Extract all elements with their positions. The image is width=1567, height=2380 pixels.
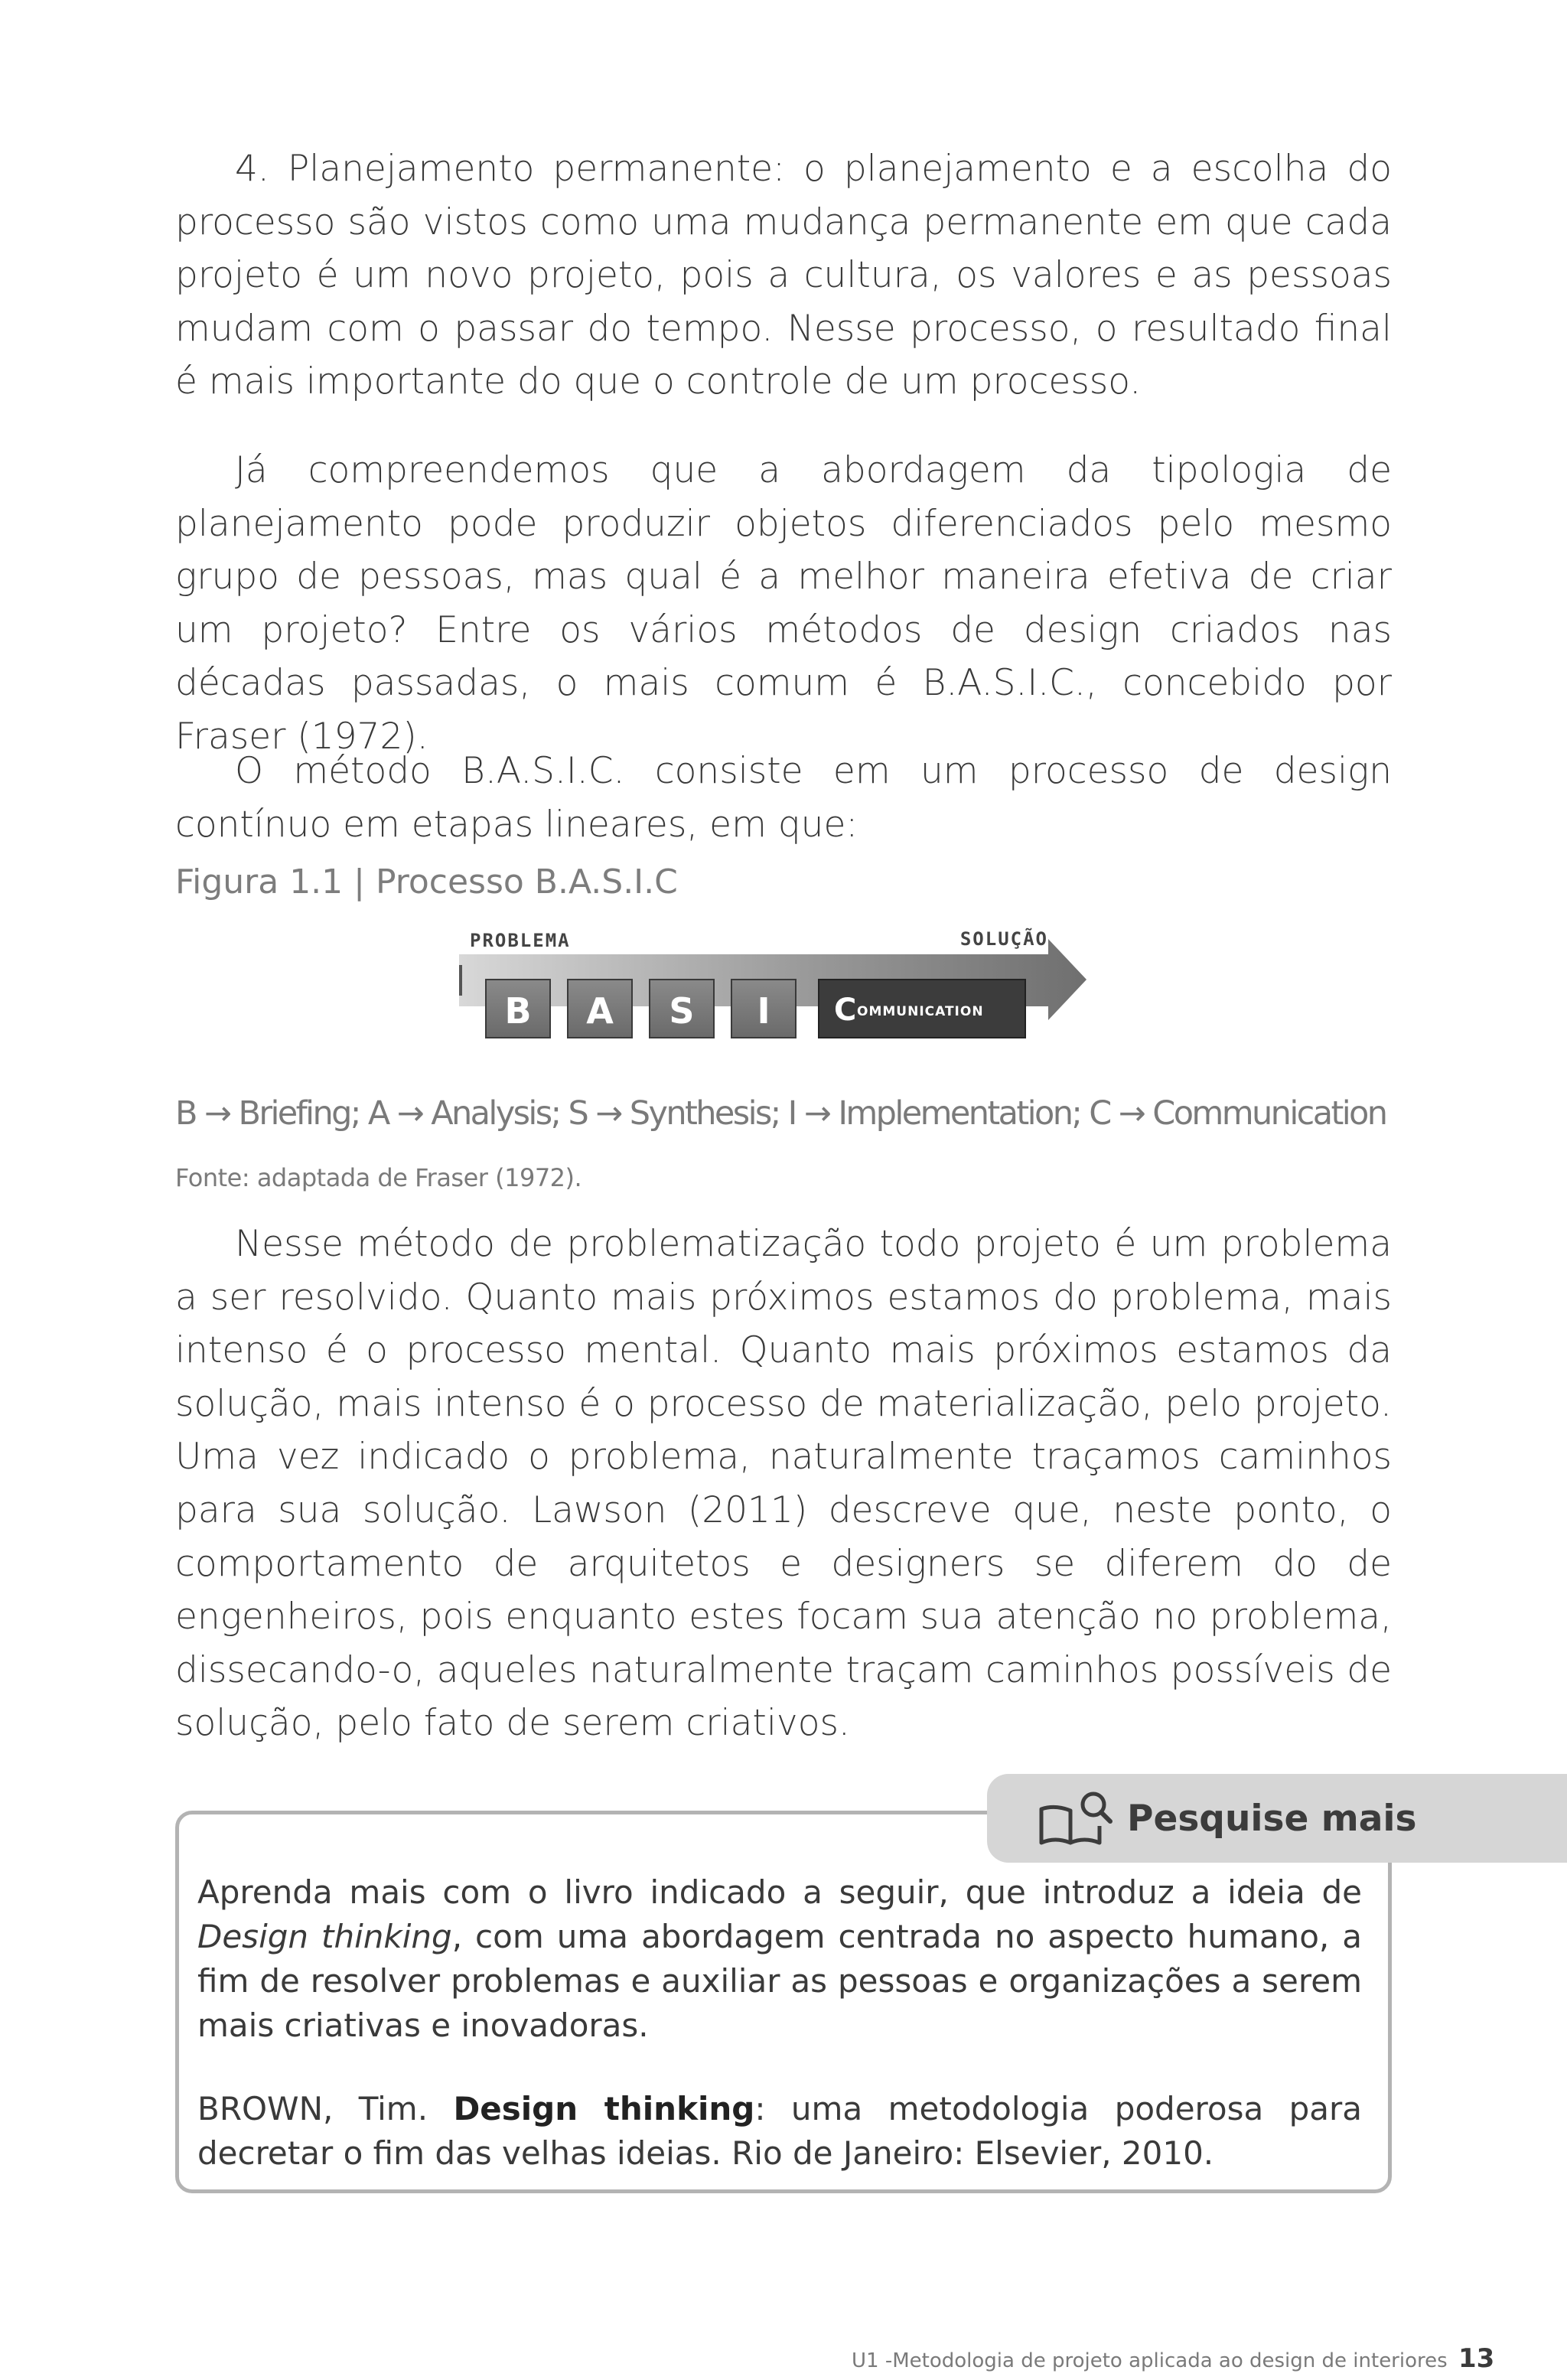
- research-box-title: Pesquise mais: [1127, 1797, 1417, 1840]
- research-box-description: Aprenda mais com o livro indicado a seguir, que introduz a ideia de Design thinking, com uma abordagem centrada no aspecto humano, a fim de resolver problemas e auxiliar as pessoas e organizações a serem mais criativas e inovadoras.: [197, 1873, 1362, 2044]
- paragraph-problematizacao: Nesse método de problematização todo projeto é um problema a ser resolvido. Quanto mais próximos estamos do problema, mais intenso é o processo mental. Quanto mais próximos estamos da solução, mais intenso é o processo de materialização, pelo projeto. Uma vez indicado o problema, naturalmente traçamos caminhos para sua solução. Lawson (2011) descreve que, neste ponto, o comportamento de arquitetos e designers se diferem do de engenheiros, pois enquanto estes focam sua atenção no problema, dissecando-o, aqueles naturalmente traçam caminhos possíveis de solução, pelo fato de serem criativos.: [175, 1223, 1392, 1745]
- tile-a: [568, 980, 632, 1038]
- footer-unit-title: U1 -Metodologia de projeto aplicada ao design de interiores: [852, 2349, 1448, 2372]
- basic-process-figure: [451, 922, 1094, 1052]
- tile-c-letter: C: [834, 993, 857, 1028]
- basic-process-diagram: [451, 922, 1094, 1052]
- tile-s: [650, 980, 714, 1038]
- page-number: 13: [1458, 2343, 1495, 2374]
- paragraph-planejamento-permanente: 4. Planejamento permanente: o planejamento e a escolha do processo são vistos como uma mudança permanente em que cada projeto é um novo projeto, pois a cultura, os valores e as pessoas mudam com o passar do tempo. Nesse processo, o resultado final é mais importante do que o controle de um processo.: [175, 148, 1392, 403]
- paragraph-tipologia: Já compreendemos que a abordagem da tipologia de planejamento pode produzir objetos diferenciados pelo mesmo grupo de pessoas, mas qual é a melhor maneira efetiva de criar um projeto? Entre os vários métodos de design criados nas décadas passadas, o mais comum é B.A.S.I.C., concebido por Fraser (1972).: [175, 449, 1392, 758]
- tile-s-letter: S: [669, 990, 695, 1032]
- tile-i: [731, 980, 796, 1038]
- arrow-start-mark: [459, 965, 462, 996]
- figure-source: Fonte: adaptada de Fraser (1972).: [175, 1163, 582, 1192]
- figure-legend: B → Briefing; A → Analysis; S → Synthesis; I → Implementation; C → Communication: [175, 1094, 1386, 1133]
- tile-b-letter: B: [504, 990, 532, 1032]
- figure-caption: Figura 1.1 | Processo B.A.S.I.C: [175, 862, 678, 901]
- research-box-reference: BROWN, Tim. Design thinking: uma metodologia poderosa para decretar o fim das velhas ideias. Rio de Janeiro: Elsevier, 2010.: [197, 2090, 1362, 2172]
- tile-c-word: OMMUNICATION: [857, 1004, 984, 1019]
- research-box-header: [987, 1774, 1567, 1863]
- label-problema: PROBLEMA: [470, 930, 571, 951]
- label-solucao: SOLUÇÃO: [959, 928, 1048, 950]
- tile-a-letter: A: [586, 990, 614, 1032]
- tile-b: [486, 980, 550, 1038]
- tile-i-letter: I: [757, 990, 770, 1032]
- paragraph-metodo-basic: O método B.A.S.I.C. consiste em um processo de design contínuo em etapas lineares, em que:: [175, 750, 1392, 846]
- book-search-icon: [1037, 1788, 1113, 1849]
- tile-c: [819, 980, 1025, 1038]
